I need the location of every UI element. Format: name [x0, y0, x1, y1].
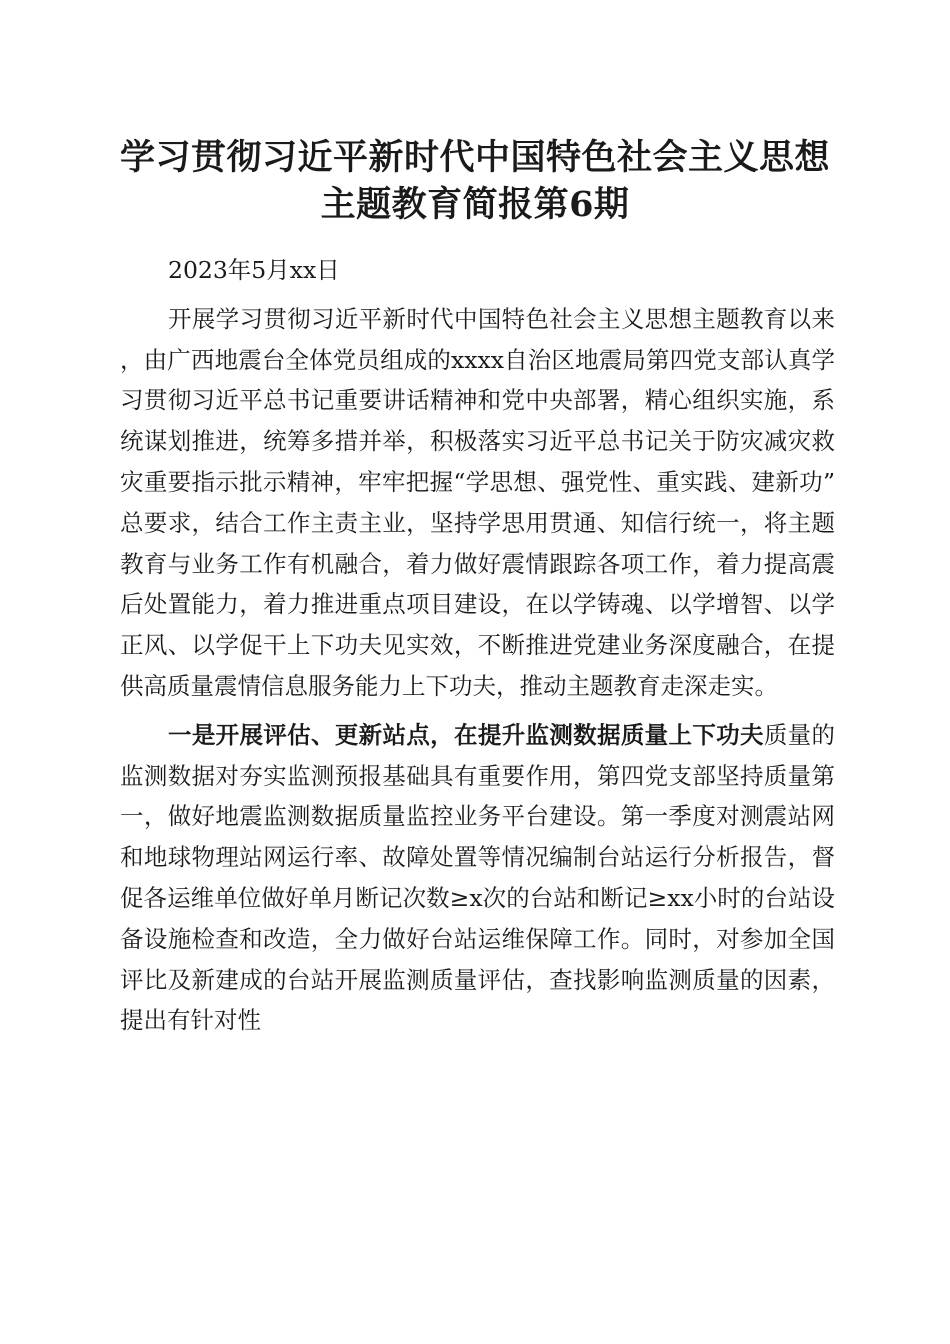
document-title-line-1: 学习贯彻习近平新时代中国特色社会主义思想	[119, 137, 830, 178]
paragraph-section-1	[120, 715, 835, 1041]
section-1-heading: 一是开展评估、更新站点，在提升监测数据质量上下功夫	[168, 720, 764, 749]
paragraph-intro: 开展学习贯彻习近平新时代中国特色社会主义思想主题教育以来，由广西地震台全体党员组成的xxxx自治区地震局第四党支部认真学习贯彻习近平总书记重要讲话精神和党中央部署，精心组织实施，系统谋划推进，统筹多措并举，积极落实习近平总书记关于防灾减灾救灾重要指示批示精神，牢牢把握“学思想、强党性、重实践、建新功”总要求，结合工作主责主业，坚持学思用贯通、知信行统一，将主题教育与业务工作有机融合，着力做好震情跟踪各项工作，着力提高震后处置能力，着力推进重点项目建设，在以学铸魂、以学增智、以学正风、以学促干上下功夫见实效，不断推进党建业务深度融合，在提供高质量震情信息服务能力上下功夫，推动主题教育走深走实。	[120, 304, 835, 700]
document-title-line-2: 主题教育简报第6期	[320, 184, 630, 225]
document-body	[120, 250, 835, 1041]
document-date: 2023年5月xx日	[168, 256, 340, 284]
section-1-text: 质量的监测数据对夯实监测预报基础具有重要作用，第四党支部坚持质量第一，做好地震监测数据质量监控业务平台建设。第一季度对测震站网和地球物理站网运行率、故障处置等情况编制台站运行分析报告，督促各运维单位做好单月断记次数≥x次的台站和断记≥xx小时的台站设备设施检查和改造，全力做好台站运维保障工作。同时，对参加全国评比及新建成的台站开展监测质量评估，查找影响监测质量的因素，提出有针对性	[120, 720, 836, 1035]
